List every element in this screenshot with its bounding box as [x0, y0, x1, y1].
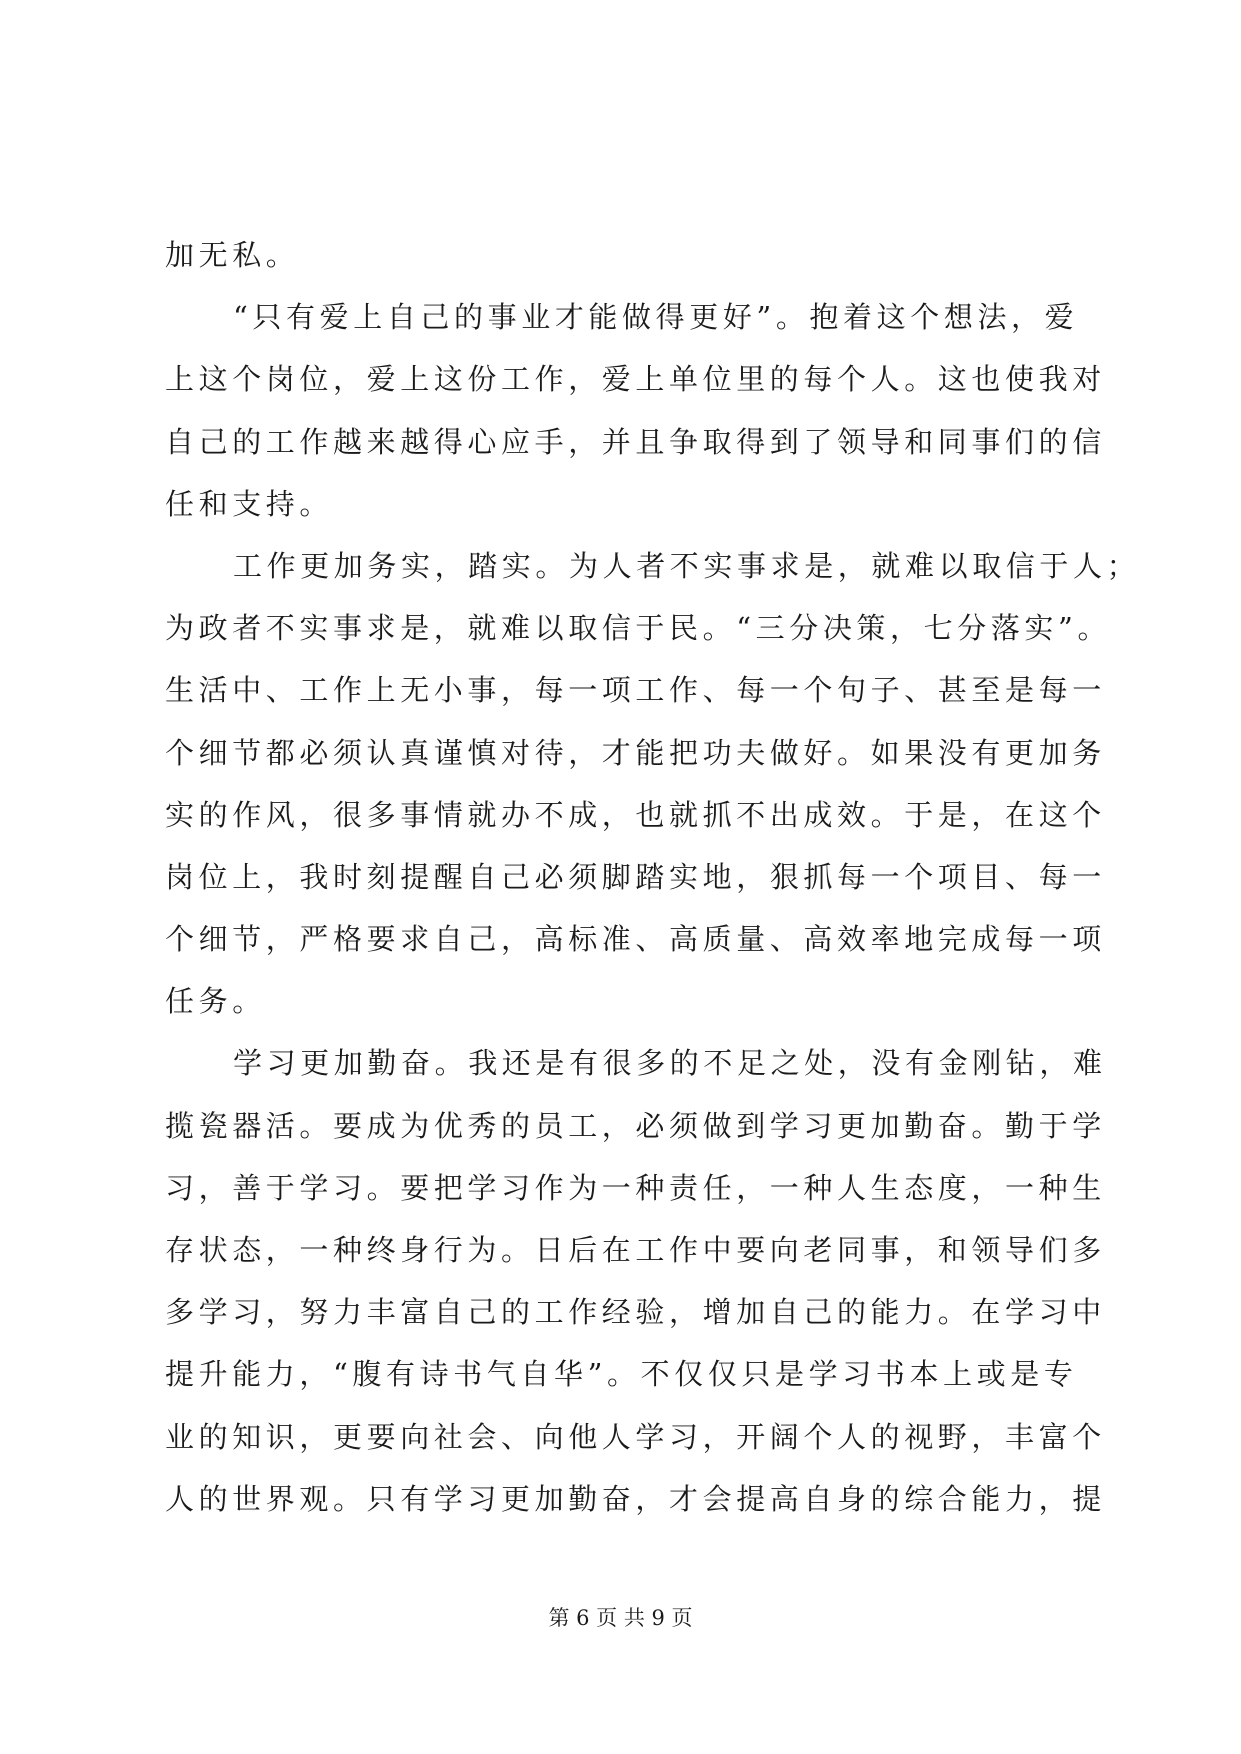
text-line: 人的世界观。只有学习更加勤奋，才会提高自身的综合能力，提: [165, 1481, 1106, 1516]
paragraph-start-line: 学习更加勤奋。我还是有很多的不足之处，没有金刚钻，难: [233, 1046, 1107, 1081]
text-line: 任务。: [165, 984, 266, 1019]
text-line: 个细节，严格要求自己，高标准、高质量、高效率地完成每一项: [165, 922, 1106, 957]
text-line: 实的作风，很多事情就办不成，也就抓不出成效。于是，在这个: [165, 797, 1106, 832]
page-number-footer: 第 6 页 共 9 页: [548, 1606, 693, 1630]
text-line: 为政者不实事求是，就难以取信于民。“三分决策，七分落实”。: [165, 611, 1112, 646]
text-line: 揽瓷器活。要成为优秀的员工，必须做到学习更加勤奋。勤于学: [165, 1108, 1106, 1143]
text-line: 加无私。: [165, 238, 300, 272]
text-line: 岗位上，我时刻提醒自己必须脚踏实地，狠抓每一个项目、每一: [165, 859, 1106, 894]
paragraph-start-line: 工作更加务实，踏实。为人者不实事求是，就难以取信于人；: [233, 548, 1141, 583]
text-line: 提升能力，“腹有诗书气自华”。不仅仅只是学习书本上或是专: [165, 1357, 1078, 1392]
body-text: [165, 224, 1141, 1530]
text-line: 任和支持。: [165, 486, 334, 521]
text-line: 个细节都必须认真谨慎对待，才能把功夫做好。如果没有更加务: [165, 735, 1106, 770]
text-line: 自己的工作越来越得心应手，并且争取得到了领导和同事们的信: [165, 424, 1106, 459]
paragraph-start-line: “只有爱上自己的事业才能做得更好”。抱着这个想法，爱: [233, 300, 1079, 335]
text-line: 业的知识，更要向社会、向他人学习，开阔个人的视野，丰富个: [165, 1419, 1106, 1454]
text-line: 存状态，一种终身行为。日后在工作中要向老同事，和领导们多: [165, 1233, 1106, 1267]
text-line: 习，善于学习。要把学习作为一种责任，一种人生态度，一种生: [165, 1170, 1106, 1205]
text-line: 多学习，努力丰富自己的工作经验，增加自己的能力。在学习中: [165, 1295, 1106, 1330]
text-line: 生活中、工作上无小事，每一项工作、每一个句子、甚至是每一: [165, 673, 1106, 708]
text-line: 上这个岗位，爱上这份工作，爱上单位里的每个人。这也使我对: [165, 362, 1106, 397]
